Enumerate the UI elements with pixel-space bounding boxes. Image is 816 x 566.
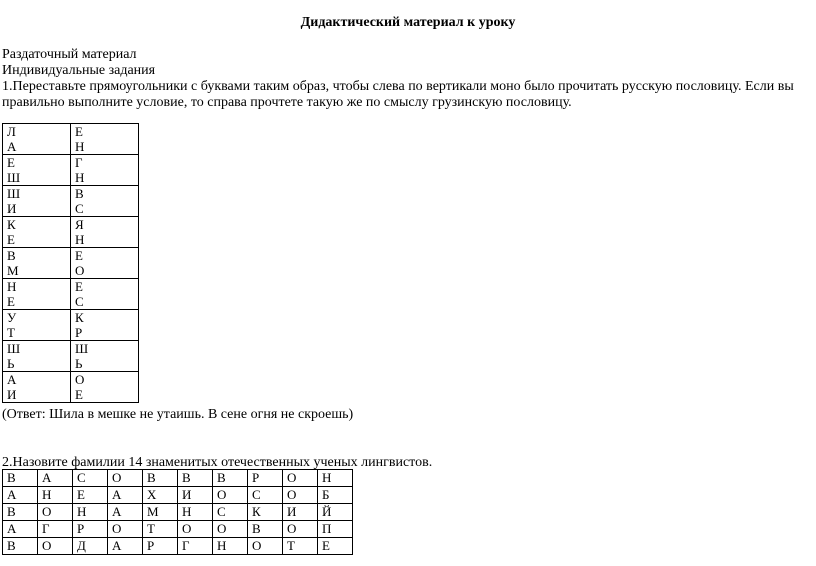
proverb-row xyxy=(3,217,139,248)
grid-cell[interactable]: О xyxy=(248,538,283,555)
letter: Е xyxy=(7,155,15,170)
grid-cell[interactable]: Н xyxy=(38,487,73,504)
grid-cell[interactable]: В xyxy=(178,470,213,487)
grid-cell[interactable]: В xyxy=(143,470,178,487)
grid-cell[interactable]: О xyxy=(38,538,73,555)
grid-row xyxy=(3,470,353,487)
grid-cell[interactable]: С xyxy=(248,487,283,504)
proverb-cell-right[interactable] xyxy=(71,372,139,403)
proverb-cell-left[interactable] xyxy=(3,372,71,403)
letter: Ь xyxy=(7,356,15,371)
letter: Ш xyxy=(75,341,89,356)
letter: Н xyxy=(75,139,85,154)
grid-cell[interactable]: Б xyxy=(318,487,353,504)
letter: Г xyxy=(75,155,83,170)
proverb-cell-right[interactable] xyxy=(71,217,139,248)
proverb-cell-right[interactable] xyxy=(71,341,139,372)
grid-cell[interactable]: К xyxy=(248,504,283,521)
letter: М xyxy=(7,263,19,278)
task2-prompt: 2.Назовите фамилии 14 знаменитых отечественных ученых лингвистов. xyxy=(2,455,433,470)
proverb-cell-left[interactable] xyxy=(3,279,71,310)
letter: А xyxy=(7,139,17,154)
letter: И xyxy=(7,201,17,216)
grid-cell[interactable]: И xyxy=(178,487,213,504)
grid-cell[interactable]: В xyxy=(3,470,38,487)
individual-label: Индивидуальные задания xyxy=(2,63,156,78)
grid-row xyxy=(3,504,353,521)
letter: И xyxy=(7,387,17,402)
grid-row xyxy=(3,538,353,555)
grid-cell[interactable]: С xyxy=(213,504,248,521)
grid-cell[interactable]: А xyxy=(38,470,73,487)
grid-cell[interactable]: П xyxy=(318,521,353,538)
grid-cell[interactable]: В xyxy=(213,470,248,487)
grid-cell[interactable]: Т xyxy=(283,538,318,555)
letter: Е xyxy=(7,294,15,309)
letter: Т xyxy=(7,325,15,340)
grid-cell[interactable]: О xyxy=(213,487,248,504)
letter: Ш xyxy=(7,170,21,185)
proverb-row xyxy=(3,124,139,155)
grid-cell[interactable]: О xyxy=(38,504,73,521)
grid-cell[interactable]: А xyxy=(108,538,143,555)
letter: Е xyxy=(75,248,83,263)
grid-cell[interactable]: Г xyxy=(38,521,73,538)
letter: Е xyxy=(75,124,83,139)
task1-text-line2: правильно выполните условие, то справа прочтете такую же по смыслу грузинскую пословицу. xyxy=(2,95,572,110)
letter: Н xyxy=(7,279,17,294)
letter: К xyxy=(75,310,84,325)
letter: Л xyxy=(7,124,16,139)
letter: Ш xyxy=(7,186,21,201)
letter: О xyxy=(75,263,85,278)
grid-cell[interactable]: В xyxy=(248,521,283,538)
proverb-row xyxy=(3,186,139,217)
proverb-cell-right[interactable] xyxy=(71,310,139,341)
grid-cell[interactable]: О xyxy=(283,470,318,487)
proverb-row xyxy=(3,310,139,341)
proverb-cell-right[interactable] xyxy=(71,124,139,155)
proverb-row xyxy=(3,155,139,186)
proverb-cell-left[interactable] xyxy=(3,124,71,155)
grid-cell[interactable]: Р xyxy=(73,521,108,538)
grid-row xyxy=(3,487,353,504)
grid-cell[interactable]: Н xyxy=(318,470,353,487)
letter: В xyxy=(75,186,84,201)
proverb-cell-right[interactable] xyxy=(71,155,139,186)
task1-text-line1: 1.Переставьте прямоугольники с буквами таким образ, чтобы слева по вертикали моно было прочитать русскую пословицу. Если вы xyxy=(2,79,794,94)
handout-label: Раздаточный материал xyxy=(2,47,137,62)
grid-cell[interactable]: О xyxy=(283,521,318,538)
grid-cell[interactable]: О xyxy=(283,487,318,504)
letter: Ь xyxy=(75,356,83,371)
proverb-cell-left[interactable] xyxy=(3,341,71,372)
grid-cell[interactable]: Т xyxy=(143,521,178,538)
proverb-row xyxy=(3,341,139,372)
grid-cell[interactable]: Й xyxy=(318,504,353,521)
grid-cell[interactable]: В xyxy=(3,538,38,555)
grid-cell[interactable]: А xyxy=(108,487,143,504)
letter: Я xyxy=(75,217,84,232)
grid-cell[interactable]: Н xyxy=(178,504,213,521)
letter: С xyxy=(75,294,84,309)
letter: К xyxy=(7,217,16,232)
letter: Н xyxy=(75,170,85,185)
grid-cell[interactable]: Н xyxy=(213,538,248,555)
letter: В xyxy=(7,248,16,263)
proverb-row xyxy=(3,248,139,279)
grid-cell[interactable]: С xyxy=(73,470,108,487)
grid-cell[interactable]: О xyxy=(213,521,248,538)
task1-answer: (Ответ: Шила в мешке не утаишь. В сене огня не скроешь) xyxy=(2,407,354,422)
proverb-cell-right[interactable] xyxy=(71,248,139,279)
proverb-cell-left[interactable] xyxy=(3,186,71,217)
grid-cell[interactable]: В xyxy=(3,504,38,521)
grid-cell[interactable]: Е xyxy=(73,487,108,504)
letter: С xyxy=(75,201,84,216)
grid-cell[interactable]: О xyxy=(108,521,143,538)
grid-cell[interactable]: Е xyxy=(318,538,353,555)
proverb-row xyxy=(3,279,139,310)
grid-cell[interactable]: Х xyxy=(143,487,178,504)
grid-cell[interactable]: Н xyxy=(73,504,108,521)
letter: А xyxy=(7,372,17,387)
letter: Ш xyxy=(7,341,21,356)
letter: Р xyxy=(75,325,83,340)
letter: У xyxy=(7,310,17,325)
grid-cell[interactable]: А xyxy=(108,504,143,521)
grid-cell[interactable]: О xyxy=(178,521,213,538)
grid-cell[interactable]: Д xyxy=(73,538,108,555)
page-title: Дидактический материал к уроку xyxy=(300,15,516,30)
proverb-row xyxy=(3,372,139,403)
grid-cell[interactable]: А xyxy=(3,487,38,504)
proverb-cell-left[interactable] xyxy=(3,217,71,248)
letter-grid xyxy=(2,469,353,555)
grid-cell[interactable]: Р xyxy=(248,470,283,487)
proverb-table xyxy=(2,123,139,403)
proverb-cell-left[interactable] xyxy=(3,155,71,186)
letter: Е xyxy=(75,279,83,294)
proverb-cell-left[interactable] xyxy=(3,310,71,341)
proverb-cell-left[interactable] xyxy=(3,248,71,279)
grid-cell[interactable]: Г xyxy=(178,538,213,555)
letter: Н xyxy=(75,232,85,247)
letter: Е xyxy=(7,232,15,247)
letter: О xyxy=(75,372,85,387)
proverb-cell-right[interactable] xyxy=(71,186,139,217)
grid-cell[interactable]: И xyxy=(283,504,318,521)
grid-cell[interactable]: А xyxy=(3,521,38,538)
grid-cell[interactable]: Р xyxy=(143,538,178,555)
grid-row xyxy=(3,521,353,538)
grid-cell[interactable]: М xyxy=(143,504,178,521)
proverb-cell-right[interactable] xyxy=(71,279,139,310)
letter: Е xyxy=(75,387,83,402)
grid-cell[interactable]: О xyxy=(108,470,143,487)
